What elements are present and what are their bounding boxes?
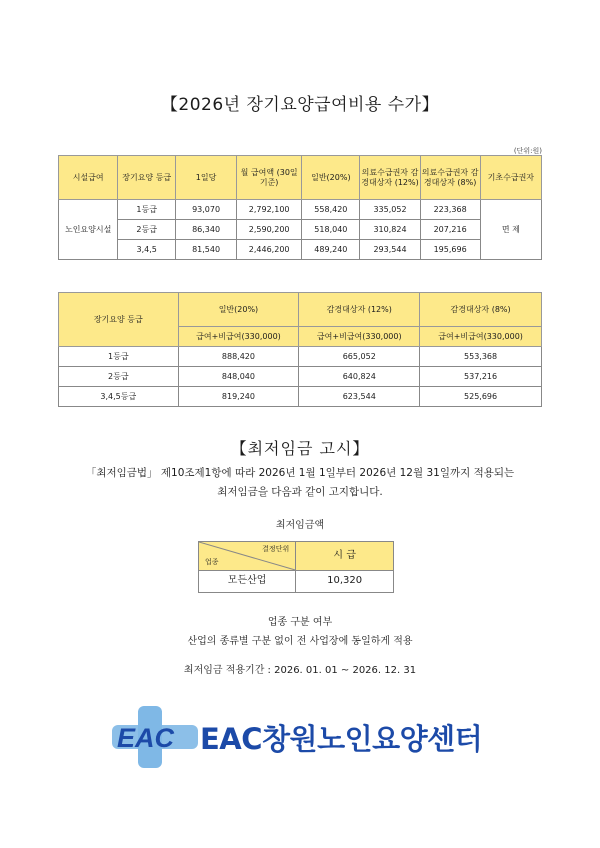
cell-r12: 640,824 <box>299 367 420 387</box>
table-row <box>59 240 542 260</box>
cell-r8: 525,696 <box>420 387 542 407</box>
header-facility: 시설급여 <box>59 156 118 200</box>
header-monthly: 월 급여액 (30일기준) <box>237 156 302 200</box>
header-medical-12: 의료수급권자 감경대상자 (12%) <box>360 156 420 200</box>
table-header-row <box>59 156 542 200</box>
cell-grade: 2등급 <box>59 367 179 387</box>
exempt-cell: 면 제 <box>480 200 541 260</box>
header-basic: 기초수급권자 <box>480 156 541 200</box>
cell-daily: 81,540 <box>176 240 237 260</box>
table-row <box>59 220 542 240</box>
logo-mark-text: EAC <box>117 723 175 753</box>
cell-r12: 665,052 <box>299 347 420 367</box>
header-grade: 장기요양 등급 <box>59 293 179 347</box>
cell-grade: 3,4,5등급 <box>59 387 179 407</box>
cell-grade: 1등급 <box>118 200 176 220</box>
application-period: 최저임금 적용기간 : 2026. 01. 01 ~ 2026. 12. 31 <box>183 665 417 676</box>
header-hourly: 시 급 <box>296 542 394 571</box>
cell-monthly: 2,792,100 <box>237 200 302 220</box>
table-row <box>59 347 542 367</box>
cell-monthly: 2,446,200 <box>237 240 302 260</box>
cell-r8: 195,696 <box>420 240 480 260</box>
subheader-general: 급여+비급여(330,000) <box>178 327 299 347</box>
header-reduced-8: 감경대상자 (8%) <box>420 293 542 327</box>
copay-table <box>58 292 542 407</box>
classification-title: 업종 구분 여부 <box>267 617 333 628</box>
cell-general: 489,240 <box>302 240 360 260</box>
table-row <box>59 387 542 407</box>
header-grade: 장기요양 등급 <box>118 156 176 200</box>
classification-text: 산업의 종류별 구분 없이 전 사업장에 동일하게 적용 <box>187 636 413 647</box>
cell-monthly: 2,590,200 <box>237 220 302 240</box>
cell-grade: 2등급 <box>118 220 176 240</box>
cell-general: 848,040 <box>178 367 299 387</box>
header-reduced-12: 감경대상자 (12%) <box>299 293 420 327</box>
cell-grade: 1등급 <box>59 347 179 367</box>
cell-r8: 223,368 <box>420 200 480 220</box>
cell-r12: 335,052 <box>360 200 420 220</box>
notice-line-2: 최저임금을 다음과 같이 고지합니다. <box>217 486 383 498</box>
page-title: 【2026년 장기요양급여비용 수가】 <box>160 95 440 115</box>
table-header-row <box>199 542 394 571</box>
cell-industry: 모든산업 <box>199 571 296 593</box>
header-medical-8: 의료수급권자 감경대상자 (8%) <box>420 156 480 200</box>
unit-note: (단위:원) <box>513 147 542 155</box>
subheader-reduced-12: 급여+비급여(330,000) <box>299 327 420 347</box>
cell-r12: 293,544 <box>360 240 420 260</box>
header-daily: 1일당 <box>176 156 237 200</box>
cell-r8: 207,216 <box>420 220 480 240</box>
cell-daily: 93,070 <box>176 200 237 220</box>
cell-r8: 553,368 <box>420 347 542 367</box>
cell-daily: 86,340 <box>176 220 237 240</box>
care-cost-table <box>58 155 542 260</box>
subheader-reduced-8: 급여+비급여(330,000) <box>420 327 542 347</box>
notice-line-1: 「최저임금법」 제10조제1항에 따라 2026년 1월 1일부터 2026년 12월 31일까지 적용되는 <box>85 467 515 479</box>
minimum-wage-table <box>198 541 394 593</box>
table-row <box>59 367 542 387</box>
diagonal-header-cell <box>199 542 296 571</box>
cell-r8: 537,216 <box>420 367 542 387</box>
cell-r12: 623,544 <box>299 387 420 407</box>
logo-name: EAC창원노인요양센터 <box>200 722 483 756</box>
cell-general: 558,420 <box>302 200 360 220</box>
header-general: 일반(20%) <box>178 293 299 327</box>
wage-table-title: 최저임금액 <box>275 520 325 531</box>
table-row <box>199 571 394 593</box>
cell-general: 518,040 <box>302 220 360 240</box>
table-row <box>59 200 542 220</box>
header-general: 일반(20%) <box>302 156 360 200</box>
facility-name: 노인요양시설 <box>59 200 118 260</box>
minimum-wage-title: 【최저임금 고시】 <box>230 439 370 458</box>
diag-top-label: 결정단위 <box>262 545 290 553</box>
cell-r12: 310,824 <box>360 220 420 240</box>
cell-general: 819,240 <box>178 387 299 407</box>
cell-hourly-wage: 10,320 <box>296 571 394 593</box>
table-header-row <box>59 293 542 327</box>
diag-bottom-label: 업종 <box>205 558 219 567</box>
cell-grade: 3,4,5 <box>118 240 176 260</box>
cell-general: 888,420 <box>178 347 299 367</box>
